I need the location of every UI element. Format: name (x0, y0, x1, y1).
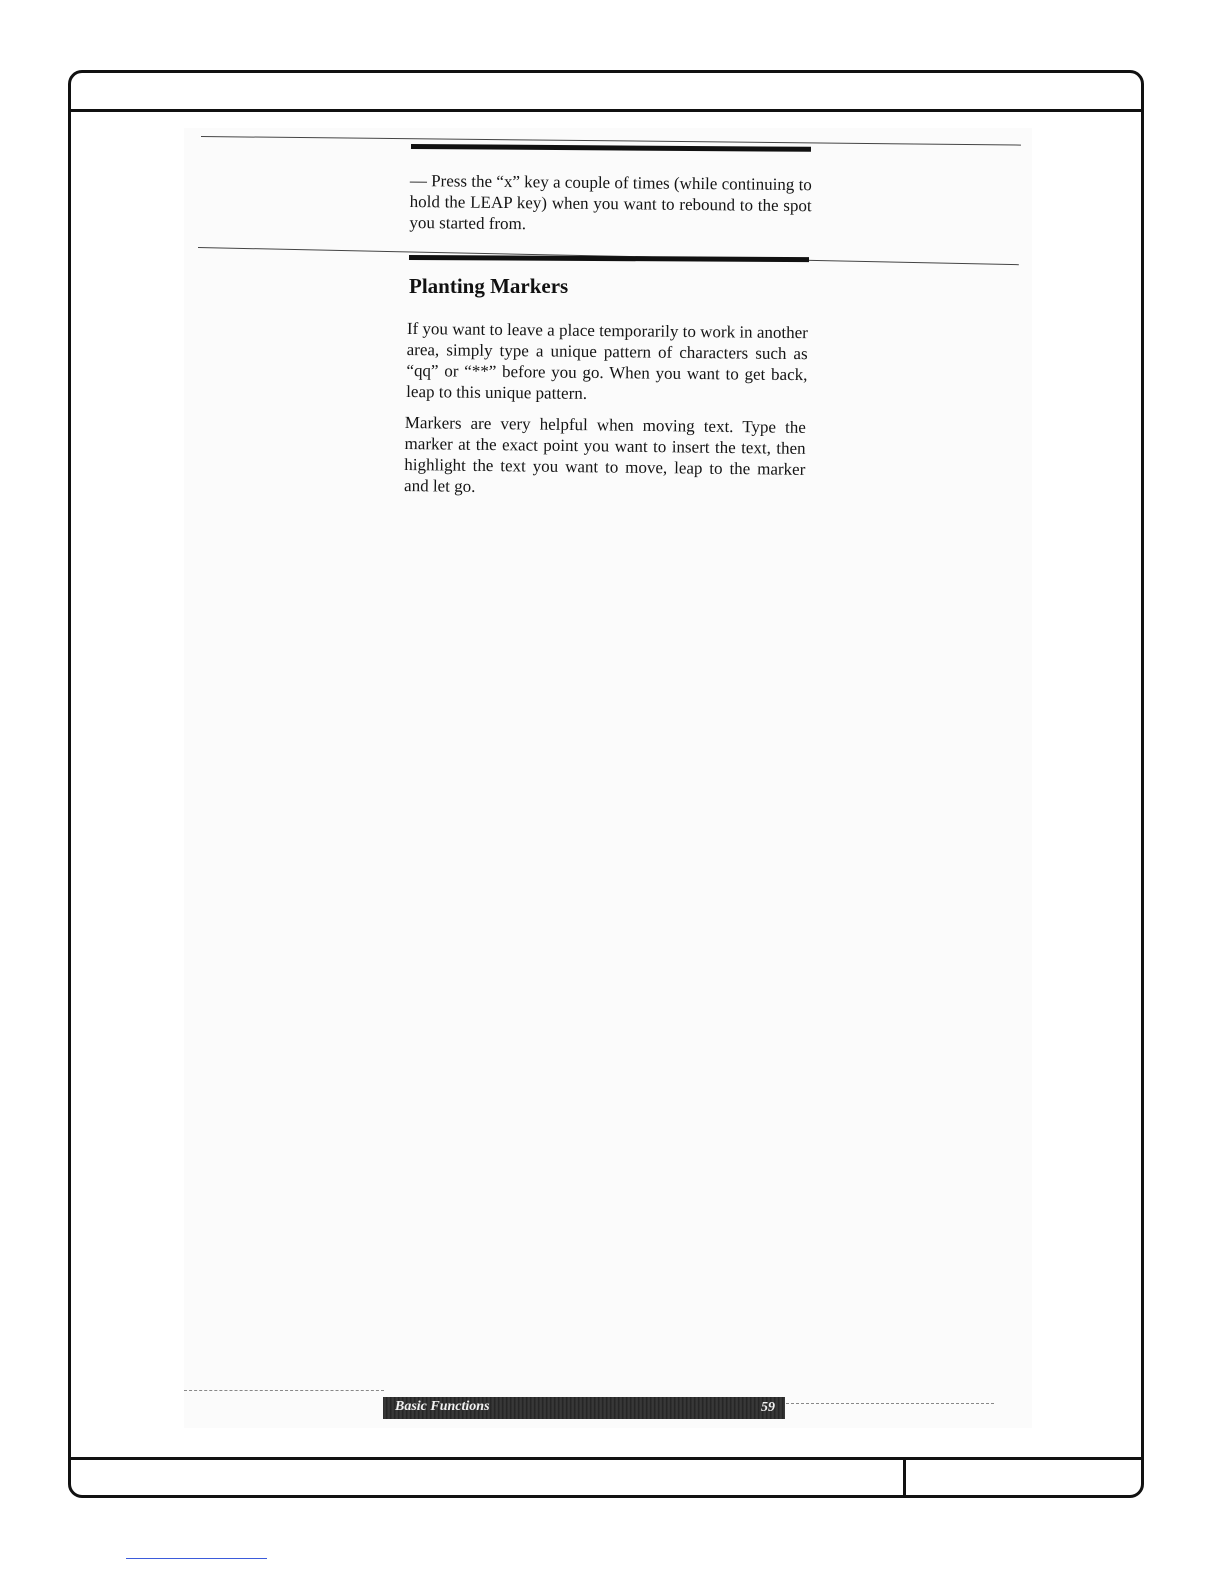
paragraph-1: If you want to leave a place temporarily to work in another area, simply type a unique pattern of characters such as “qq” or “**” before you go. When you want to get back, leap to this unique pattern. (406, 318, 808, 403)
link-underline[interactable] (126, 1558, 267, 1559)
footer-bar (383, 1397, 785, 1419)
footer-rule-left (184, 1390, 384, 1392)
footer-page-number: 59 (761, 1400, 775, 1415)
section-heading: Planting Markers (409, 274, 569, 298)
footer-rule-right (786, 1403, 994, 1405)
frame-header-rule (68, 109, 1144, 112)
frame-footer-rule (68, 1457, 1144, 1460)
frame-footer-divider (903, 1457, 906, 1498)
paragraph-2: Markers are very helpful when moving text. Type the marker at the exact point you want to insert the text, then highlight the text you want to move, leap to the marker and let go. (403, 412, 806, 496)
footer-section-label: Basic Functions (395, 1399, 490, 1414)
top-note: — Press the “x” key a couple of times (while continuing to hold the LEAP key) when you want to rebound to the spot you started from. (409, 170, 812, 234)
